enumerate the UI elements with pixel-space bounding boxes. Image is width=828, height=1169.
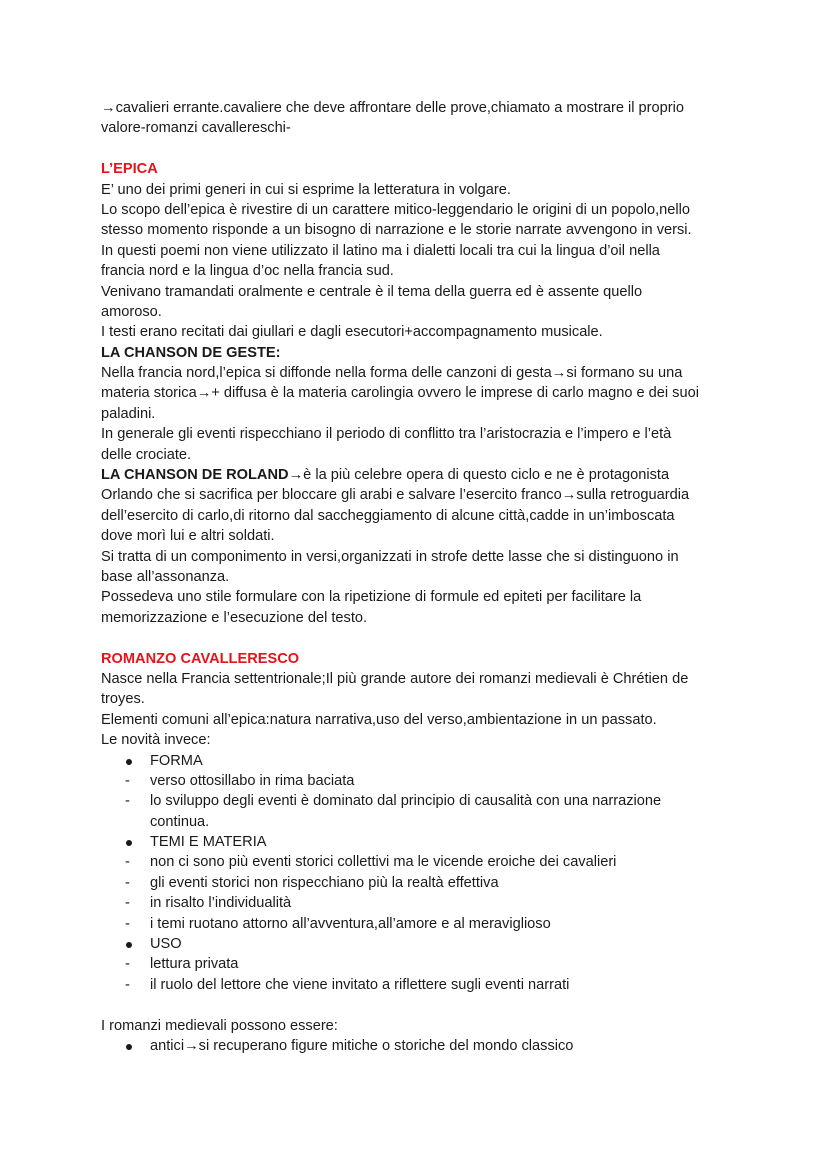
list-item-text: lettura privata [150, 956, 239, 973]
text-line: dove morì lui e altri soldati. [101, 528, 275, 545]
romanzo-list [101, 751, 761, 996]
dash-marker: - [125, 895, 130, 912]
dash-marker: - [125, 772, 130, 789]
text-line: Si tratta di un componimento in versi,organizzati in strofe dette lasse che si distinguono in [101, 548, 679, 565]
text-line: Possedeva uno stile formulare con la ripetizione di formule ed epiteti per facilitare la [101, 589, 642, 606]
list-item-text: antici→si recuperano figure mitiche o storiche del mondo classico [150, 1037, 574, 1054]
types-list [101, 1036, 761, 1056]
text-line: troyes. [101, 691, 145, 708]
list-item-text: il ruolo del lettore che viene invitato a riflettere sugli eventi narrati [150, 976, 570, 993]
text-line: E’ uno dei primi generi in cui si esprime la letteratura in volgare. [101, 181, 511, 198]
dash-marker: - [125, 854, 130, 871]
romanzo-body [101, 669, 761, 751]
list-item [101, 1036, 761, 1056]
text-line: memorizzazione e l’esecuzione del testo. [101, 609, 368, 626]
text-line: Venivano tramandati oralmente e centrale è il tema della guerra ed è assente quello [101, 283, 643, 300]
list-item-text: lo sviluppo degli eventi è dominato dal principio di causalità con una narrazione [150, 793, 662, 810]
intro-line: valore-romanzi cavallereschi- [101, 120, 291, 137]
text-line: Le novità invece: [101, 732, 211, 749]
epica-heading: L’EPICA [101, 161, 158, 178]
list-item [101, 791, 761, 811]
epica-body [101, 180, 761, 343]
list-item-text: gli eventi storici non rispecchiano più la realtà effettiva [150, 874, 499, 891]
text-line: In questi poemi non viene utilizzato il latino ma i dialetti locali tra cui la lingua d’oil nella [101, 242, 660, 259]
text-line: base all’assonanza. [101, 568, 230, 585]
geste-heading: LA CHANSON DE GESTE: [101, 344, 281, 361]
text-line: Lo scopo dell’epica è rivestire di un carattere mitico-leggendario le origini di un popolo,nello [101, 201, 690, 218]
text-line: Nasce nella Francia settentrionale;Il più grande autore dei romanzi medievali è Chrétien de [101, 670, 689, 687]
list-item [101, 873, 761, 893]
list-item [101, 771, 761, 791]
list-item-text: in risalto l’individualità [150, 895, 292, 912]
roland-heading-line [101, 465, 761, 485]
roland-heading: LA CHANSON DE ROLAND [101, 467, 289, 484]
list-item-text: non ci sono più eventi storici collettivi ma le vicende eroiche dei cavalieri [150, 854, 617, 871]
list-item-text: i temi ruotano attorno all’avventura,all’amore e al meraviglioso [150, 915, 551, 932]
list-item-text: TEMI E MATERIA [150, 834, 267, 851]
list-item [101, 934, 761, 954]
text-line: I testi erano recitati dai giullari e dagli esecutori+accompagnamento musicale. [101, 324, 603, 341]
types-intro: I romanzi medievali possono essere: [101, 1017, 338, 1034]
text-line: In generale gli eventi rispecchiano il periodo di conflitto tra l’aristocrazia e l’impero e l’età [101, 426, 672, 443]
document-page [101, 98, 761, 1056]
text-line: materia storica→+ diffusa è la materia carolingia ovvero le imprese di carlo magno e dei suoi [101, 385, 699, 402]
list-item [101, 954, 761, 974]
text-line: dell’esercito di carlo,di ritorno dal saccheggiamento di alcune città,cadde in un’imboscata [101, 507, 675, 524]
list-item [101, 975, 761, 995]
text-line: delle crociate. [101, 446, 192, 463]
list-item-text: verso ottosillabo in rima baciata [150, 772, 355, 789]
dash-marker: - [125, 915, 130, 932]
dash-marker: - [125, 976, 130, 993]
geste-body [101, 363, 761, 465]
list-item [101, 812, 761, 832]
text-line: Nella francia nord,l’epica si diffonde nella forma delle canzoni di gesta→si formano su una [101, 365, 683, 382]
list-item [101, 832, 761, 852]
list-item-text: USO [150, 936, 182, 953]
dash-marker: - [125, 874, 130, 891]
bullet-icon [126, 759, 132, 765]
list-item-text: continua. [150, 813, 210, 830]
intro-line: →cavalieri errante.cavaliere che deve affrontare delle prove,chiamato a mostrare il proprio [101, 100, 684, 116]
list-item [101, 914, 761, 934]
list-item [101, 893, 761, 913]
bullet-icon [126, 942, 132, 948]
list-item [101, 751, 761, 771]
text-line: francia nord e la lingua d’oc nella francia sud. [101, 263, 394, 280]
text-line: amoroso. [101, 303, 162, 320]
dash-marker: - [125, 793, 130, 810]
bullet-icon [126, 1044, 132, 1050]
romanzo-heading: ROMANZO CAVALLERESCO [101, 650, 300, 667]
roland-heading-rest: →è la più celebre opera di questo ciclo e ne è protagonista [288, 467, 670, 484]
bullet-icon [126, 840, 132, 846]
text-line: paladini. [101, 405, 156, 422]
text-line: Elementi comuni all’epica:natura narrativa,uso del verso,ambientazione in un passato. [101, 711, 657, 728]
text-line: Orlando che si sacrifica per bloccare gli arabi e salvare l’esercito franco→sulla retroguardia [101, 487, 690, 504]
dash-marker: - [125, 956, 130, 973]
list-item [101, 852, 761, 872]
list-item-text: FORMA [150, 752, 203, 769]
roland-body [101, 485, 761, 628]
text-line: stesso momento risponde a un bisogno di narrazione e le storie narrate avvengono in versi. [101, 222, 692, 239]
